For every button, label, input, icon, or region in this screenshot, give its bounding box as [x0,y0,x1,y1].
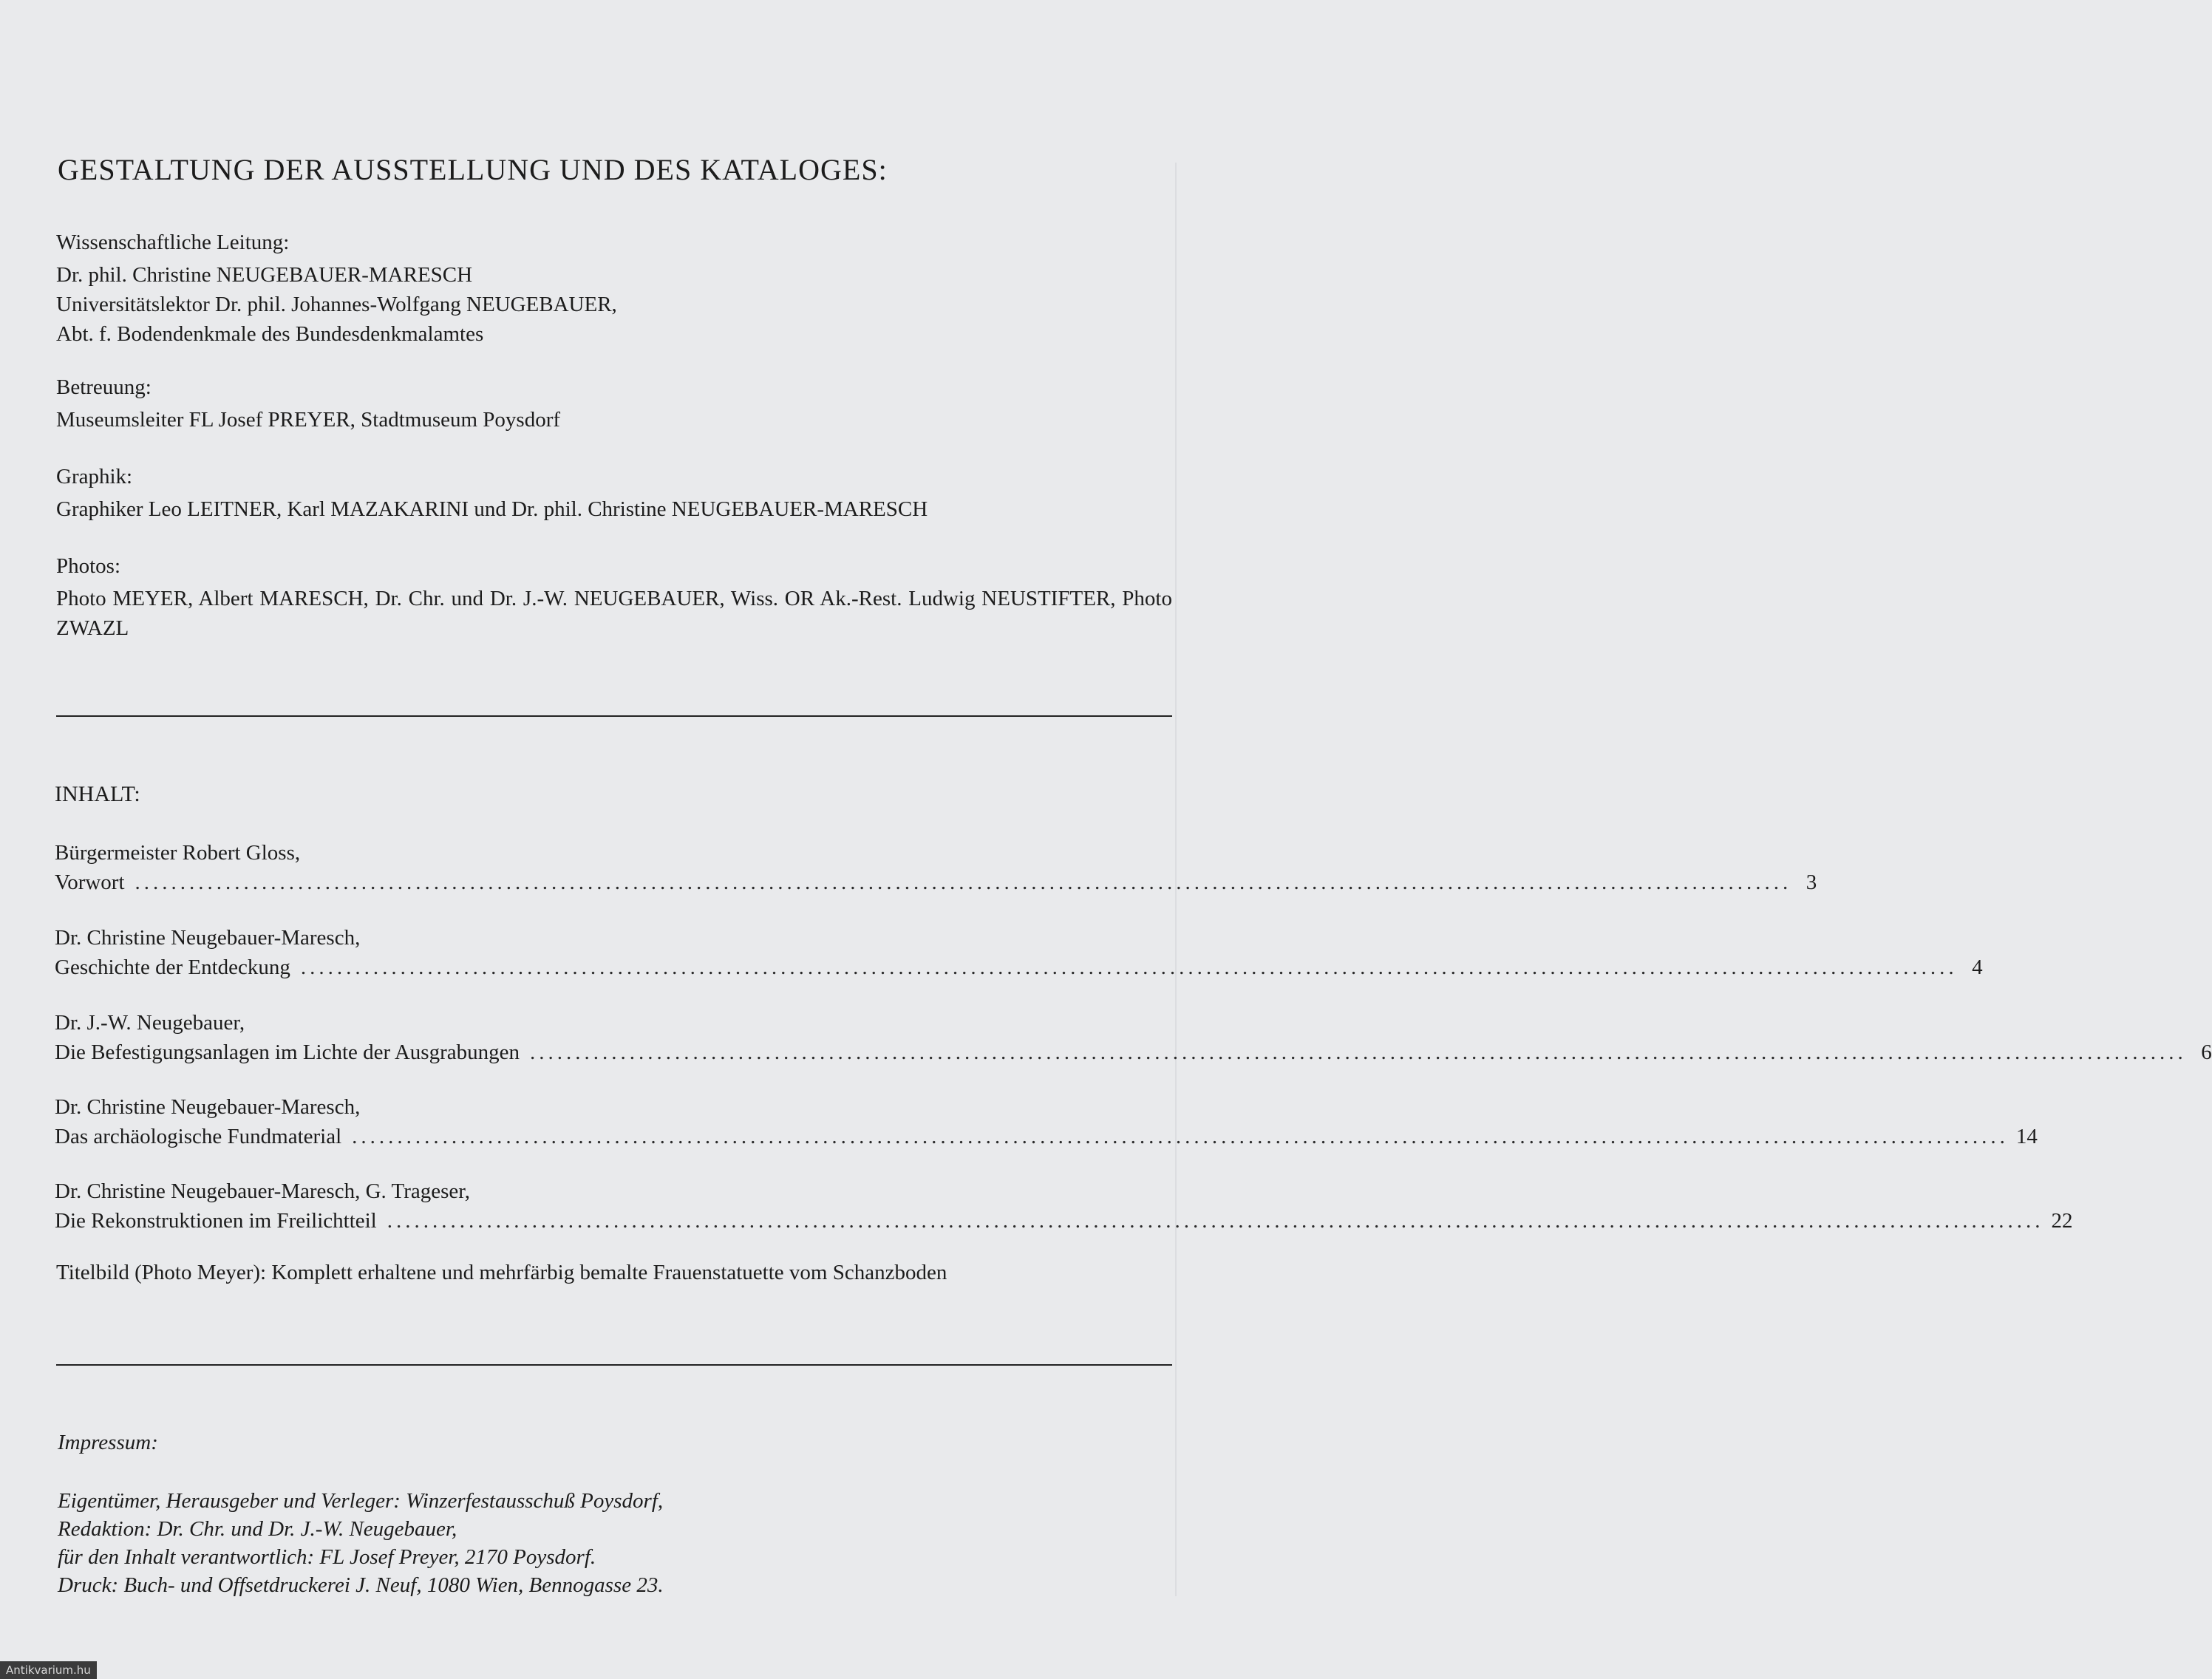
dot-leader: ....................................................................................................................................................................................... [352,1125,2009,1148]
credit-line: Abt. f. Bodendenkmale des Bundesdenkmalamtes [56,322,484,346]
toc-entry [55,1008,2212,1067]
toc-entry-title: Das archäologische Fundmaterial [55,1125,342,1148]
credit-photos [56,551,1172,643]
impressum-line: Redaktion: Dr. Chr. und Dr. J.-W. Neugebauer, [58,1517,457,1541]
toc-author: Bürgermeister Robert Gloss, [55,841,301,865]
dot-leader: ....................................................................................................................................................................................... [135,871,1792,894]
credit-label: Photos: [56,554,121,578]
toc-entry-title: Die Rekonstruktionen im Freilichtteil [55,1209,377,1233]
toc-page-number: 3 [1806,871,1817,894]
credit-line: Graphiker Leo LEITNER, Karl MAZAKARINI und Dr. phil. Christine NEUGEBAUER-MARESCH [56,497,928,521]
divider-rule [56,715,1172,717]
toc-title: INHALT: [55,782,140,806]
dot-leader: ....................................................................................................................................................................................... [529,1041,2187,1064]
toc-page-number: 6 [2201,1041,2212,1064]
credit-leitung [56,228,1180,349]
credit-betreuung [56,372,1180,435]
toc-entry [55,1092,2038,1151]
divider-rule [56,1364,1172,1366]
credit-label: Betreuung: [56,375,152,399]
toc-author: Dr. J.-W. Neugebauer, [55,1011,245,1035]
toc-author: Dr. Christine Neugebauer-Maresch, [55,926,361,950]
credit-label: Graphik: [56,465,133,488]
dot-leader: ....................................................................................................................................................................................... [387,1209,2044,1233]
impressum-block [58,1487,664,1599]
toc-page-number: 4 [1972,956,1983,979]
toc-author: Dr. Christine Neugebauer-Maresch, [55,1095,361,1119]
toc-entry-title: Die Befestigungsanlagen im Lichte der Ausgrabungen [55,1041,520,1064]
credit-line: Museumsleiter FL Josef PREYER, Stadtmuseum Poysdorf [56,408,561,432]
page-heading: GESTALTUNG DER AUSSTELLUNG UND DES KATALOGES: [58,153,888,186]
toc-entry [55,838,1817,897]
credit-label: Wissenschaftliche Leitung: [56,231,290,254]
impressum-line: für den Inhalt verantwortlich: FL Josef Preyer, 2170 Poysdorf. [58,1545,596,1569]
cover-caption: Titelbild (Photo Meyer): Komplett erhaltene und mehrfärbig bemalte Frauenstatuette vom Schanzboden [56,1261,947,1284]
credit-line: Dr. phil. Christine NEUGEBAUER-MARESCH [56,263,473,287]
credit-line: Universitätslektor Dr. phil. Johannes-Wolfgang NEUGEBAUER, [56,293,617,316]
dot-leader: ....................................................................................................................................................................................... [300,956,1958,979]
watermark-label: Antikvarium.hu [0,1661,97,1679]
impressum-line: Druck: Buch- und Offsetdruckerei J. Neuf, 1080 Wien, Bennogasse 23. [58,1573,664,1597]
toc-entry [55,923,1983,982]
credit-text: Photo MEYER, Albert MARESCH, Dr. Chr. und Dr. J.-W. NEUGEBAUER, Wiss. OR Ak.-Rest. Ludwig NEUSTIFTER, Photo ZWAZL [56,587,1172,640]
impressum-title: Impressum: [58,1431,158,1454]
toc-page-number: 14 [2015,1125,2038,1148]
toc-entry-title: Geschichte der Entdeckung [55,956,290,979]
toc-page-number: 22 [2051,1209,2073,1233]
toc-entry-title: Vorwort [55,871,125,894]
toc-entry [55,1176,2073,1236]
impressum-line: Eigentümer, Herausgeber und Verleger: Winzerfestausschuß Poysdorf, [58,1489,664,1513]
toc-author: Dr. Christine Neugebauer-Maresch, G. Trageser, [55,1179,471,1203]
credit-graphik [56,462,1180,524]
